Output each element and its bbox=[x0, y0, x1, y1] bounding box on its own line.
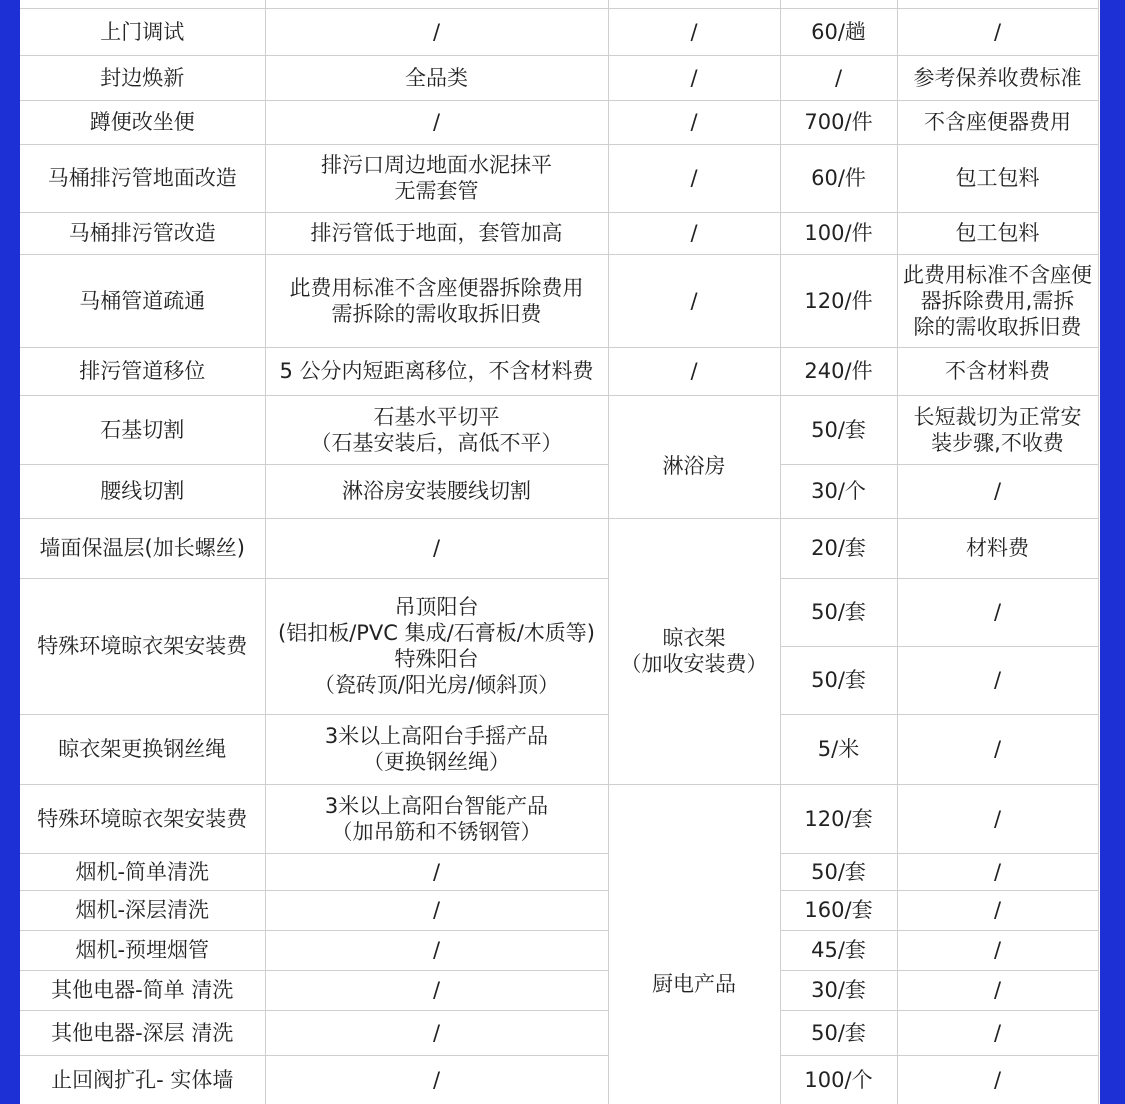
service-desc: 淋浴房安装腰线切割 bbox=[265, 464, 608, 518]
service-name: 特殊环境晾衣架安装费 bbox=[20, 578, 265, 714]
service-name: 其他电器-简单 清洗 bbox=[20, 970, 265, 1010]
price-table-panel bbox=[20, 0, 1100, 1104]
service-name: 封边焕新 bbox=[20, 55, 265, 100]
table-row bbox=[20, 144, 1098, 212]
service-price: 30/套 bbox=[780, 970, 897, 1010]
service-name: 晾衣架更换钢丝绳 bbox=[20, 714, 265, 784]
service-note: / bbox=[897, 646, 1098, 714]
table-row bbox=[20, 254, 1098, 347]
service-note: / bbox=[897, 970, 1098, 1010]
service-price: 100/件 bbox=[780, 212, 897, 254]
service-price: 700/件 bbox=[780, 100, 897, 144]
service-note: / bbox=[897, 930, 1098, 970]
service-price: 50/套 bbox=[780, 853, 897, 890]
service-price: 20/套 bbox=[780, 518, 897, 578]
service-desc-line: （瓷砖顶/阳光房/倾斜顶） bbox=[313, 673, 560, 697]
service-name: 止回阀扩孔- 实体墙 bbox=[20, 1055, 265, 1104]
service-note-line: 器拆除费用,需拆 bbox=[920, 288, 1075, 313]
table-row bbox=[20, 930, 1098, 970]
service-desc: / bbox=[265, 1010, 608, 1055]
table-row bbox=[20, 212, 1098, 254]
service-name: 腰线切割 bbox=[20, 464, 265, 518]
service-category: / bbox=[608, 100, 780, 144]
service-fee-table bbox=[20, 0, 1099, 1104]
service-desc: / bbox=[265, 853, 608, 890]
category-group-label: 厨电产品 bbox=[652, 971, 736, 996]
table-row bbox=[20, 578, 1098, 646]
table-row bbox=[20, 970, 1098, 1010]
service-note-line: 装步骤,不收费 bbox=[931, 430, 1064, 455]
service-desc: / bbox=[265, 518, 608, 578]
category-group-drying-rack bbox=[608, 518, 780, 784]
service-name: 特殊环境晾衣架安装费 bbox=[20, 784, 265, 853]
service-desc: 5 公分内短距离移位，不含材料费 bbox=[265, 347, 608, 395]
service-desc bbox=[265, 395, 608, 464]
service-note: / bbox=[897, 714, 1098, 784]
service-desc-line: 需拆除的需收取拆旧费 bbox=[331, 301, 542, 326]
service-note: / bbox=[897, 578, 1098, 646]
category-group-label: （加收安装费） bbox=[620, 652, 768, 676]
service-desc: / bbox=[265, 100, 608, 144]
service-note: 参考保养收费标准 bbox=[897, 55, 1098, 100]
service-note: 包工包料 bbox=[897, 144, 1098, 212]
service-price: 50/套 bbox=[780, 395, 897, 464]
table-row bbox=[20, 890, 1098, 930]
service-price: / bbox=[780, 55, 897, 100]
service-desc bbox=[265, 254, 608, 347]
service-desc-line: （石基安装后，高低不平） bbox=[310, 430, 563, 455]
service-price: 50/套 bbox=[780, 1010, 897, 1055]
service-note: / bbox=[897, 784, 1098, 853]
service-name: 排污管道移位 bbox=[20, 347, 265, 395]
service-desc: / bbox=[265, 8, 608, 55]
service-note bbox=[897, 254, 1098, 347]
service-desc: / bbox=[265, 930, 608, 970]
table-row bbox=[20, 784, 1098, 853]
service-note-line: 除的需收取拆旧费 bbox=[913, 314, 1082, 339]
service-price: 60/趟 bbox=[780, 8, 897, 55]
table-row bbox=[20, 55, 1098, 100]
service-desc: 排污管低于地面，套管加高 bbox=[265, 212, 608, 254]
table-cell-empty bbox=[265, 0, 608, 8]
service-desc-line: 无需套管 bbox=[394, 179, 479, 203]
service-note: / bbox=[897, 464, 1098, 518]
service-name: 马桶排污管地面改造 bbox=[20, 144, 265, 212]
service-category: / bbox=[608, 144, 780, 212]
service-desc-line: 特殊阳台 bbox=[394, 647, 479, 671]
service-category: / bbox=[608, 8, 780, 55]
service-desc-line: （更换钢丝绳） bbox=[363, 750, 510, 774]
service-price: 5/米 bbox=[780, 714, 897, 784]
service-desc-line: 排污口周边地面水泥抹平 bbox=[321, 153, 552, 177]
service-desc: / bbox=[265, 1055, 608, 1104]
table-row bbox=[20, 464, 1098, 518]
service-price: 100/个 bbox=[780, 1055, 897, 1104]
table-row bbox=[20, 8, 1098, 55]
table-row bbox=[20, 395, 1098, 464]
service-note: / bbox=[897, 1055, 1098, 1104]
service-name: 石基切割 bbox=[20, 395, 265, 464]
service-desc-line: (铝扣板/PVC 集成/石膏板/木质等) bbox=[278, 621, 595, 645]
service-desc bbox=[265, 714, 608, 784]
service-name: 烟机-简单清洗 bbox=[20, 853, 265, 890]
service-name: 上门调试 bbox=[20, 8, 265, 55]
service-name: 马桶管道疏通 bbox=[20, 254, 265, 347]
service-note: / bbox=[897, 8, 1098, 55]
service-category: / bbox=[608, 347, 780, 395]
service-note: 不含座便器费用 bbox=[897, 100, 1098, 144]
service-price: 160/套 bbox=[780, 890, 897, 930]
table-row bbox=[20, 714, 1098, 784]
table-row bbox=[20, 1055, 1098, 1104]
service-category: / bbox=[608, 212, 780, 254]
service-note-line: 长短裁切为正常安 bbox=[913, 404, 1082, 429]
table-row bbox=[20, 853, 1098, 890]
service-name: 其他电器-深层 清洗 bbox=[20, 1010, 265, 1055]
service-desc bbox=[265, 784, 608, 853]
table-row bbox=[20, 518, 1098, 578]
service-desc: / bbox=[265, 970, 608, 1010]
table-cell-empty bbox=[20, 0, 265, 8]
service-note-line: 此费用标准不含座便 bbox=[903, 262, 1092, 287]
service-name: 烟机-预埋烟管 bbox=[20, 930, 265, 970]
service-price: 50/套 bbox=[780, 578, 897, 646]
service-desc-line: 3米以上高阳台智能产品 bbox=[324, 793, 549, 818]
service-desc bbox=[265, 144, 608, 212]
service-category: / bbox=[608, 55, 780, 100]
service-note: 包工包料 bbox=[897, 212, 1098, 254]
service-name: 墙面保温层(加长螺丝) bbox=[20, 518, 265, 578]
service-name: 蹲便改坐便 bbox=[20, 100, 265, 144]
service-price: 60/件 bbox=[780, 144, 897, 212]
table-row-partial bbox=[20, 0, 1098, 8]
service-price: 120/套 bbox=[780, 784, 897, 853]
table-cell-empty bbox=[897, 0, 1098, 8]
table-cell-empty bbox=[608, 0, 780, 8]
service-note: 材料费 bbox=[897, 518, 1098, 578]
service-note: / bbox=[897, 853, 1098, 890]
service-price: 30/个 bbox=[780, 464, 897, 518]
service-price: 45/套 bbox=[780, 930, 897, 970]
category-group-kitchen-appliances bbox=[608, 784, 780, 1104]
service-category: / bbox=[608, 254, 780, 347]
service-name: 马桶排污管改造 bbox=[20, 212, 265, 254]
table-row bbox=[20, 100, 1098, 144]
service-note: 不含材料费 bbox=[897, 347, 1098, 395]
service-desc bbox=[265, 578, 608, 714]
service-price: 50/套 bbox=[780, 646, 897, 714]
service-desc-line: 3米以上高阳台手摇产品 bbox=[324, 724, 549, 748]
category-group-shower bbox=[608, 395, 780, 518]
category-group-label: 淋浴房 bbox=[662, 453, 726, 478]
service-desc-line: 石基水平切平 bbox=[373, 404, 500, 429]
service-desc-line: 吊顶阳台 bbox=[394, 595, 479, 619]
service-desc-line: 此费用标准不含座便器拆除费用 bbox=[289, 275, 584, 300]
service-desc: 全品类 bbox=[265, 55, 608, 100]
service-price: 120/件 bbox=[780, 254, 897, 347]
service-note: / bbox=[897, 890, 1098, 930]
service-note bbox=[897, 395, 1098, 464]
table-cell-empty bbox=[780, 0, 897, 8]
service-price: 240/件 bbox=[780, 347, 897, 395]
table-row bbox=[20, 1010, 1098, 1055]
service-name: 烟机-深层清洗 bbox=[20, 890, 265, 930]
service-desc: / bbox=[265, 890, 608, 930]
category-group-label: 晾衣架 bbox=[662, 626, 726, 650]
service-note: / bbox=[897, 1010, 1098, 1055]
table-row bbox=[20, 347, 1098, 395]
service-desc-line: （加吊筋和不锈钢管） bbox=[331, 819, 542, 844]
